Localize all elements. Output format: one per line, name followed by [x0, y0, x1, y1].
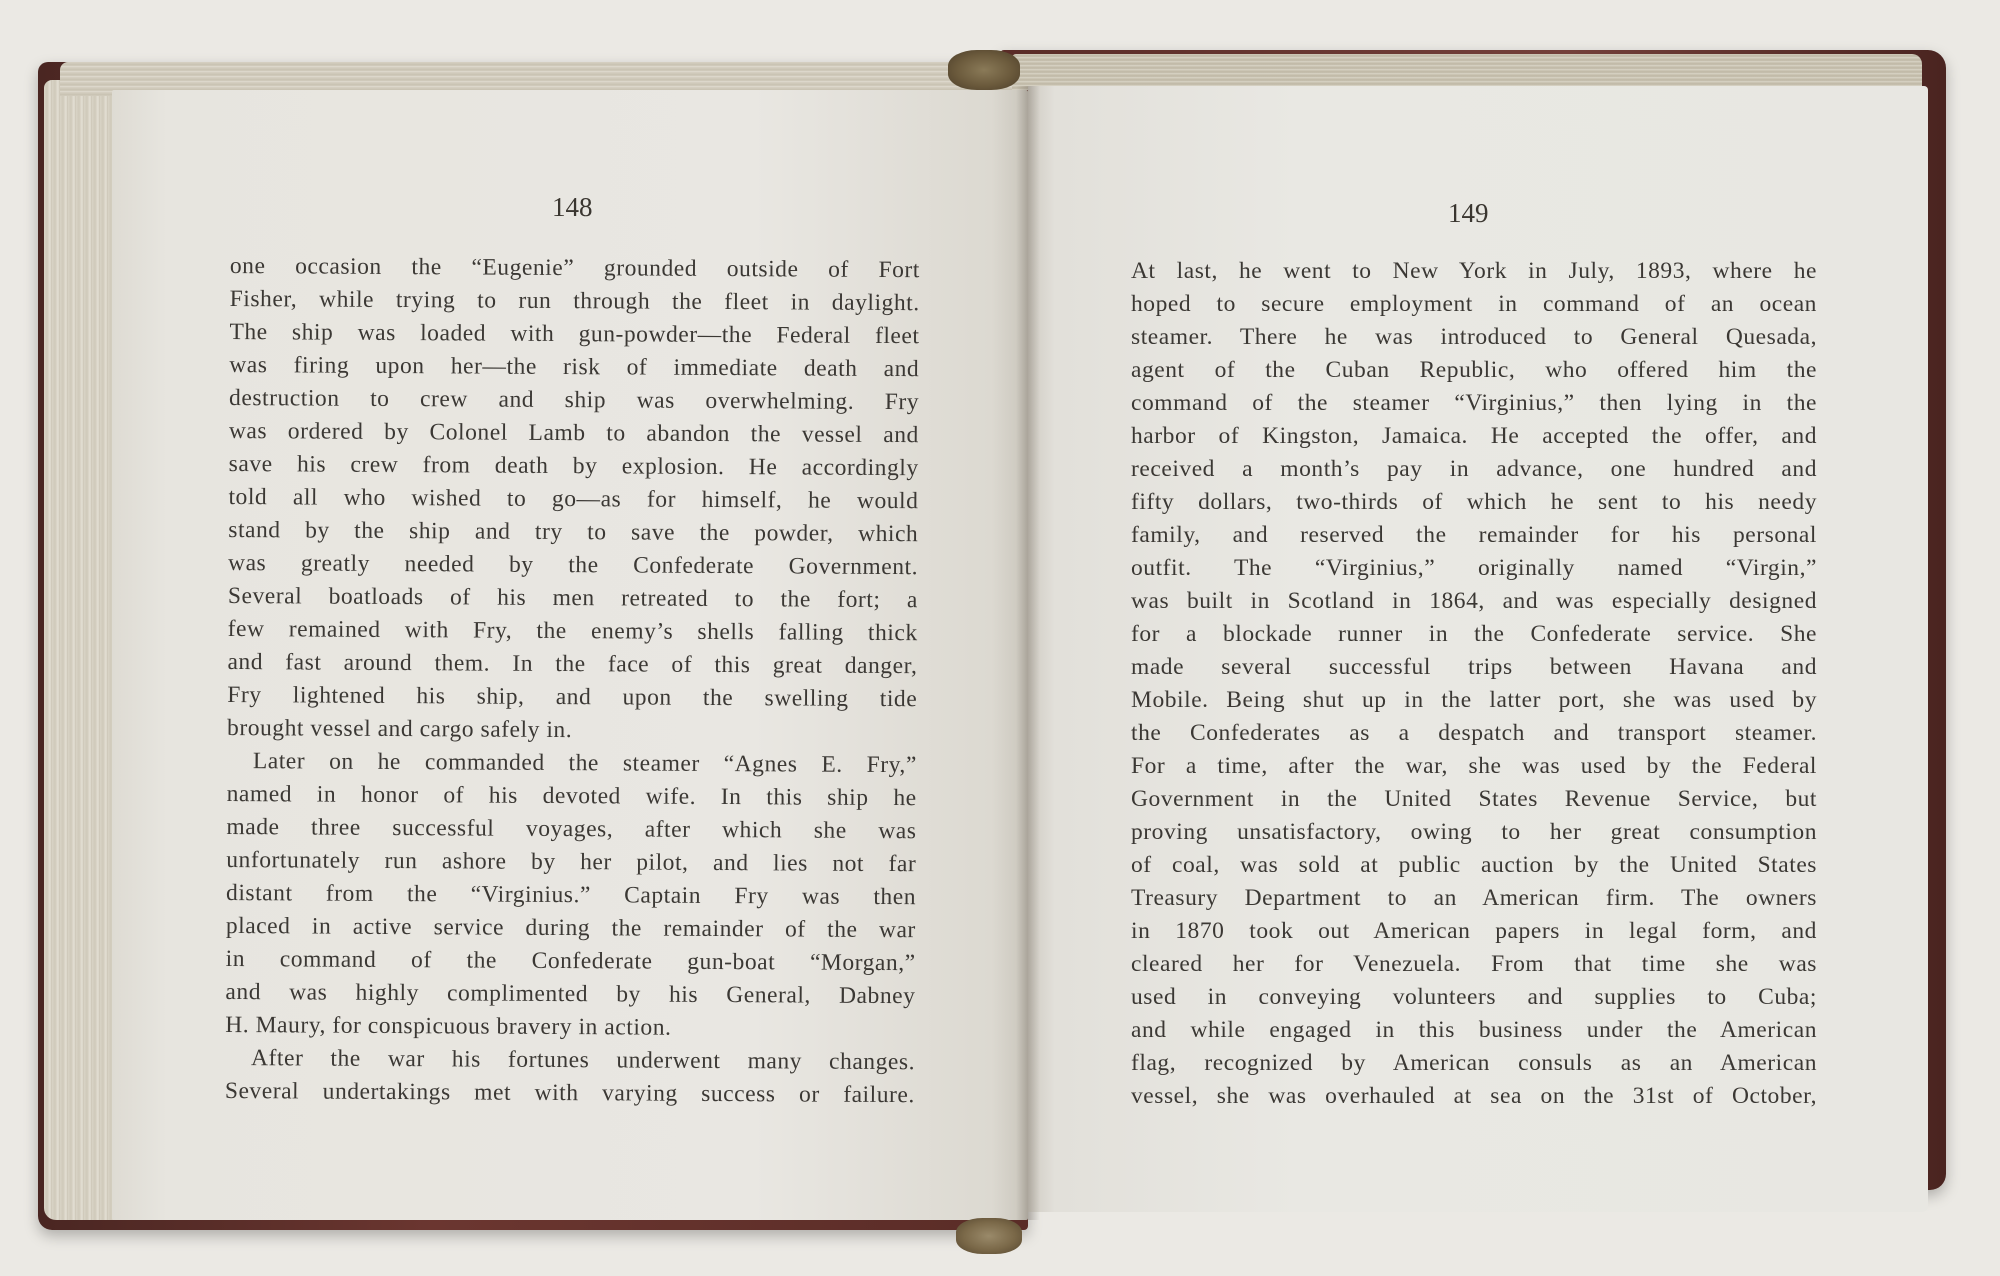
text-line: made several successful trips between Havana and — [1131, 654, 1817, 680]
page-number-left: 148 — [552, 192, 593, 222]
text-line: received a month’s pay in advance, one hundred and — [1131, 456, 1817, 482]
text-line: for a blockade runner in the Confederate service. She — [1131, 621, 1817, 647]
text-line: proving unsatisfactory, owing to her great consumption — [1131, 819, 1817, 845]
text-line: family, and reserved the remainder for his personal — [1131, 522, 1817, 548]
text-line: Later on he commanded the steamer “Agnes E. Fry,” — [252, 748, 917, 779]
text-line: brought vessel and cargo safely in. — [227, 714, 573, 744]
text-line: of coal, was sold at public auction by the United States — [1131, 852, 1817, 878]
text-line: outfit. The “Virginius,” originally named “Virgin,” — [1131, 555, 1817, 581]
page-edges-top-right — [1012, 54, 1922, 90]
text-line: placed in active service during the remainder of the war — [225, 912, 916, 944]
text-line: Treasury Department to an American firm. The owners — [1131, 885, 1817, 911]
text-line: was ordered by Colonel Lamb to abandon the vessel and — [228, 417, 919, 449]
text-line: was built in Scotland in 1864, and was especially designed — [1131, 588, 1817, 614]
text-line: agent of the Cuban Republic, who offered him the — [1131, 357, 1817, 383]
text-line: harbor of Kingston, Jamaica. He accepted the offer, and — [1131, 423, 1817, 449]
text-line: the Confederates as a despatch and transport steamer. — [1131, 720, 1817, 746]
text-line: distant from the “Virginius.” Captain Fry was then — [225, 879, 917, 911]
text-line: told all who wished to go—as for himself, he would — [228, 483, 919, 515]
text-line: vessel, she was overhauled at sea on the 31st of October, — [1131, 1083, 1817, 1109]
page-number-right: 149 — [1448, 198, 1489, 228]
text-line: save his crew from death by explosion. He accordingly — [228, 450, 919, 482]
text-line: few remained with Fry, the enemy’s shells falling thick — [227, 615, 918, 647]
text-line: For a time, after the war, she was used by the Federal — [1131, 753, 1817, 779]
text-line: destruction to crew and ship was overwhelming. Fry — [229, 384, 920, 416]
text-line: was greatly needed by the Confederate Government. — [228, 549, 919, 581]
text-line: Several undertakings met with varying success or failure. — [224, 1077, 915, 1109]
text-line: used in conveying volunteers and supplies to Cuba; — [1131, 984, 1817, 1010]
text-line: fifty dollars, two-thirds of which he sent to his needy — [1131, 489, 1817, 515]
text-line: steamer. There he was introduced to General Quesada, — [1131, 324, 1817, 350]
text-line: and was highly complimented by his General, Dabney — [225, 978, 916, 1010]
text-line: cleared her for Venezuela. From that time she was — [1131, 951, 1817, 977]
left-page-text — [225, 250, 920, 1112]
text-line: in command of the Confederate gun-boat “Morgan,” — [225, 945, 916, 977]
text-line: unfortunately run ashore by her pilot, and lies not far — [226, 846, 917, 878]
text-line: named in honor of his devoted wife. In this ship he — [226, 780, 917, 812]
text-line: Several boatloads of his men retreated to the fort; a — [227, 582, 918, 614]
text-line: was firing upon her—the risk of immediate death and — [229, 351, 920, 383]
text-line: Mobile. Being shut up in the latter port, she was used by — [1131, 687, 1817, 713]
headband-top — [948, 50, 1020, 90]
text-line: Fry lightened his ship, and upon the swelling tide — [227, 681, 918, 713]
text-line: and while engaged in this business under the American — [1131, 1017, 1817, 1043]
text-line: hoped to secure employment in command of an ocean — [1131, 291, 1817, 317]
text-line: The ship was loaded with gun-powder—the Federal fleet — [229, 318, 920, 350]
text-line: in 1870 took out American papers in legal form, and — [1131, 918, 1817, 944]
text-line: command of the steamer “Virginius,” then lying in the — [1131, 390, 1817, 416]
text-line: and fast around them. In the face of this great danger, — [227, 648, 918, 680]
headband-bottom — [956, 1218, 1022, 1254]
right-page-text — [1131, 255, 1817, 1113]
text-line: After the war his fortunes underwent many changes. — [250, 1045, 916, 1076]
text-line: one occasion the “Eugenie” grounded outside of Fort — [229, 252, 920, 284]
text-line: stand by the ship and try to save the powder, which — [228, 516, 919, 548]
text-line: made three successful voyages, after which she was — [226, 813, 917, 845]
text-line: flag, recognized by American consuls as an American — [1131, 1050, 1817, 1076]
book-gutter — [1016, 86, 1040, 1220]
text-line: At last, he went to New York in July, 1893, where he — [1131, 258, 1817, 284]
text-line: H. Maury, for conspicuous bravery in action. — [225, 1011, 672, 1041]
text-line: Fisher, while trying to run through the fleet in daylight. — [229, 285, 920, 317]
text-line: Government in the United States Revenue Service, but — [1131, 786, 1817, 812]
